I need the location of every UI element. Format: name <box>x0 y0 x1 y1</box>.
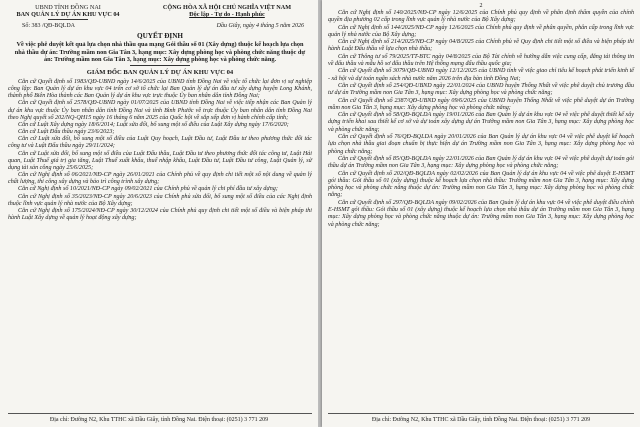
document-subject: Về việc phê duyệt kết quả lựa chọn nhà thầu qua mạng Gói thầu số 01 (Xây dựng) thuộc kế hoạch lựa chọn nhà thầu dự án: Trường mầm non Gia Tân 3, hạng mục: Xây dựng phòng học và phòng chức năng thuộc dự án: Trường mầm non Gia Tân 3, hạng mục: Xây dựng phòng học và phòng chức năng. <box>14 41 306 63</box>
legal-basis-paragraph: Căn cứ Quyết định số 2387/QĐ-UBND ngày 09/6/2025 của UBND huyện Thống Nhất về việc phê duyệt dự án Trường mầm non Gia Tân 3, hạng mục: Xây dựng phòng học và phòng chức năng; <box>328 97 634 111</box>
page-footer: Địa chỉ: Đường N2, Khu TTHC xã Dầu Giây, tỉnh Đồng Nai. Điện thoại: (0251) 3 771 209 <box>371 417 591 423</box>
legal-basis-paragraph: Căn cứ Luật Xây dựng ngày 18/6/2014; Luật sửa đổi, bổ sung một số điều của Luật Xây dựng ngày 17/6/2020; <box>18 121 289 128</box>
legal-basis-paragraph: Căn cứ Nghị định số 214/2025/NĐ-CP ngày 04/8/2025 của Chính phủ về Quy định chi tiết một số điều và biện pháp thi hành Luật Đấu thầu về lựa chọn nhà thầu; <box>328 39 634 53</box>
legal-basis-paragraph: Căn cứ Nghị định số 144/2025/NĐ-CP ngày 12/6/2025 của Chính phủ quy định về phân quyền, phân cấp trong lĩnh vực quản lý nhà nước của Bộ Xây dựng; <box>328 24 634 38</box>
title-divider <box>130 65 190 66</box>
legal-basis-paragraph: Căn cứ Quyết định số 76/QĐ-BQLDA ngày 20/01/2026 của Ban Quản lý dự án khu vực 04 về việc phê duyệt kế hoạch lựa chọn nhà thầu giai đoạn chuẩn bị thực hiện dự án Trường mầm non Gia Tân 3, hạng mục: Xây dựng phòng học và phòng chức năng; <box>328 134 634 155</box>
legal-basis-paragraph: Căn cứ Nghị định số 10/2021/NĐ-CP ngày 09/02/2021 của Chính phủ về quản lý chi phí đầu tư xây dựng; <box>18 186 278 193</box>
legal-basis-paragraph: Căn cứ Nghị định số 35/2023/NĐ-CP ngày 20/6/2023 của Chính phủ sửa đổi, bổ sung một số điều của các Nghị định thuộc lĩnh vực quản lý nhà nước của Bộ Xây dựng; <box>8 193 312 207</box>
org-line-1: UBND TỈNH ĐỒNG NAI <box>35 4 101 11</box>
org-line-2: BAN QUẢN LÝ DỰ ÁN KHU VỰC 04 <box>16 11 120 19</box>
legal-basis-paragraph: Căn cứ Quyết định số 254/QĐ-UBND ngày 22/01/2024 của UBND huyện Thống Nhất về việc phê duyệt chủ trương đầu tư dự án Trường mầm non Gia Tân 3, hạng mục: Xây dựng phòng học và phòng chức năng; <box>328 82 634 97</box>
place-date: Dầu Giây, ngày 4 tháng 5 năm 2026 <box>216 23 304 30</box>
number-date-row <box>8 23 312 29</box>
org-underline <box>48 19 88 20</box>
national-line-2: Độc lập - Tự do - Hạnh phúc <box>189 11 265 19</box>
legal-basis-paragraph: Căn cứ Thông tư số 79/2025/TT-BTC ngày 04/8/2025 của Bộ Tài chính về hướng dẫn việc cung cấp, đăng tải thông tin về đấu thầu và mẫu hồ sơ đấu thầu trên Hệ thống mạng đấu thầu quốc gia; <box>328 53 634 68</box>
legal-basis-paragraph: Căn cứ Nghị định số 175/2024/NĐ-CP ngày 30/12/2024 của Chính phủ quy định chi tiết một số điều và biện pháp thi hành Luật Xây dựng về quản lý hoạt động xây dựng; <box>8 207 312 221</box>
national-motto <box>142 4 312 20</box>
document-number: Số: 383 /QĐ-BQLDA <box>22 23 76 30</box>
legal-basis-paragraph: Căn cứ Nghị định số 140/2025/NĐ-CP ngày 12/6/2025 của Chính phủ quy định về phân định thẩm quyền của chính quyền địa phương 02 cấp trong lĩnh vực quản lý nhà nước của Bộ Xây dựng; <box>328 10 634 24</box>
national-line-1: CỘNG HÒA XÃ HỘI CHỦ NGHĨA VIỆT NAM <box>162 4 292 11</box>
legal-basis-paragraph: Căn cứ Quyết định số 1983/QĐ-UBND ngày 14/6/2025 của UBND tỉnh Đồng Nai về việc tổ chức lại đơn vị sự nghiệp công lập: Ban Quản lý dự án khu vực 04 trên cơ sở tổ chức lại Ban Quản lý dự án đầu tư xây dựng huyện Long Khánh, thành phố Biên Hòa thành các Ban Quản lý dự án khu vực trực thuộc Ủy ban nhân dân tỉnh Đồng Nai; <box>8 79 312 100</box>
document-header <box>8 4 312 20</box>
footer-rule <box>328 413 634 414</box>
page-1 <box>0 0 318 427</box>
legal-basis-paragraph: Căn cứ Quyết định số 85/QĐ-BQLDA ngày 22/01/2026 của Ban Quản lý dự án khu vực 04 về việc phê duyệt dự toán gói thầu dự án Trường mầm non Gia Tân 3, hạng mục: Xây dựng phòng học và phòng chức năng; <box>328 155 634 170</box>
document-title: QUYẾT ĐỊNH <box>137 32 183 41</box>
page-number: 2 <box>479 3 483 9</box>
legal-basis-paragraph: Căn cứ Quyết định số 297/QĐ-BQLDA ngày 09/02/2026 của Ban Quản lý dự án khu vực 04 về việc phê duyệt điều chỉnh E-HSMT gói thầu: Gói thầu số 01 (xây dựng) thuộc kế hoạch lựa chọn nhà thầu dự án Trường mầm non Gia Tân 3, hạng mục: Xây dựng phòng học và phòng chức năng thuộc dự án: Trường mầm non Gia Tân 3, hạng mục: Xây dựng phòng học và phòng chức năng; <box>328 199 634 228</box>
issuer-title: GIÁM ĐỐC BAN QUẢN LÝ DỰ ÁN KHU VỰC 04 <box>86 69 234 77</box>
footer-rule <box>8 413 312 414</box>
legal-basis-paragraph: Căn cứ Nghị định số 06/2021/NĐ-CP ngày 26/01/2021 của Chính phủ về quy định chi tiết một số nội dung về quản lý chất lượng, thi công xây dựng và bảo trì công trình xây dựng; <box>8 172 312 186</box>
legal-basis-paragraph: Căn cứ Quyết định số 2578/QĐ-UBND ngày 01/07/2025 của UBND tỉnh Đồng Nai về việc tiếp nhận các Ban Quản lý dự án khu vực thuộc Ủy ban nhân dân tỉnh Đồng Nai và tỉnh Bình Phước về trực thuộc Ủy ban nhân dân tỉnh Đồng Nai theo Nghị quyết số 202/NQ-QH15 ngày 16 tháng 6 năm 2025 của Quốc hội về sắp xếp đơn vị hành chính cấp tỉnh; <box>8 100 312 121</box>
issuing-organization <box>8 4 128 20</box>
legal-basis-paragraph: Căn cứ Quyết định số 3079/QĐ-UBND ngày 12/12/2025 của UBND tỉnh về việc giao chỉ tiêu kế hoạch phát triển kinh tế - xã hội và dự toán ngân sách nhà nước năm 2026 trên địa bàn tỉnh Đồng Nai; <box>328 68 634 82</box>
legal-basis-paragraph: Căn cứ Quyết định số 58/QĐ-BQLDA ngày 19/01/2026 của Ban Quản lý dự án khu vực 04 về việc phê duyệt thiết kế xây dựng triển khai sau thiết kế cơ sở và dự toán xây dựng dự án Trường mầm non Gia Tân 3, hạng mục: Xây dựng phòng học và phòng chức năng; <box>328 112 634 133</box>
page-footer: Địa chỉ: Đường N2, Khu TTHC xã Dầu Giây, tỉnh Đồng Nai. Điện thoại: (0251) 3 771 209 <box>49 417 269 423</box>
page-2 <box>322 0 640 427</box>
legal-basis-paragraph: Căn cứ Quyết định số 202/QĐ-BQLDA ngày 02/02/2026 của Ban Quản lý dự án khu vực 04 về việc phê duyệt E-HSMT gói thầu: Gói thầu số 01 (xây dựng) thuộc kế hoạch lựa chọn nhà thầu: Trường mầm non Gia Tân 3, hạng mục: Xây dựng phòng học và phòng chức năng thuộc dự án: Trường mầm non Gia Tân 3, hạng mục: Xây dựng phòng học và phòng chức năng; <box>328 170 634 199</box>
legal-basis-paragraph: Căn cứ Luật Đấu thầu ngày 23/6/2023; <box>18 129 115 136</box>
legal-basis-paragraph: Căn cứ Luật sửa đổi, bổ sung một số điều của Luật Đấu thầu, Luật Đầu tư theo phương thức đối tác công tư, Luật Hải quan, Luật Thuế giá trị gia tăng, Luật Thuế xuất khẩu, thuế nhập khẩu, Luật Đầu tư, Luật Đầu tư công, Luật Quản lý, sử dụng tài sản công ngày 25/6/2025; <box>8 150 312 171</box>
legal-basis-paragraph: Căn cứ Luật sửa đổi, bổ sung một số điều của Luật Quy hoạch, Luật Đầu tư, Luật Đầu tư theo phương thức đối tác công tư và Luật Đấu thầu ngày 29/11/2024; <box>8 136 312 150</box>
